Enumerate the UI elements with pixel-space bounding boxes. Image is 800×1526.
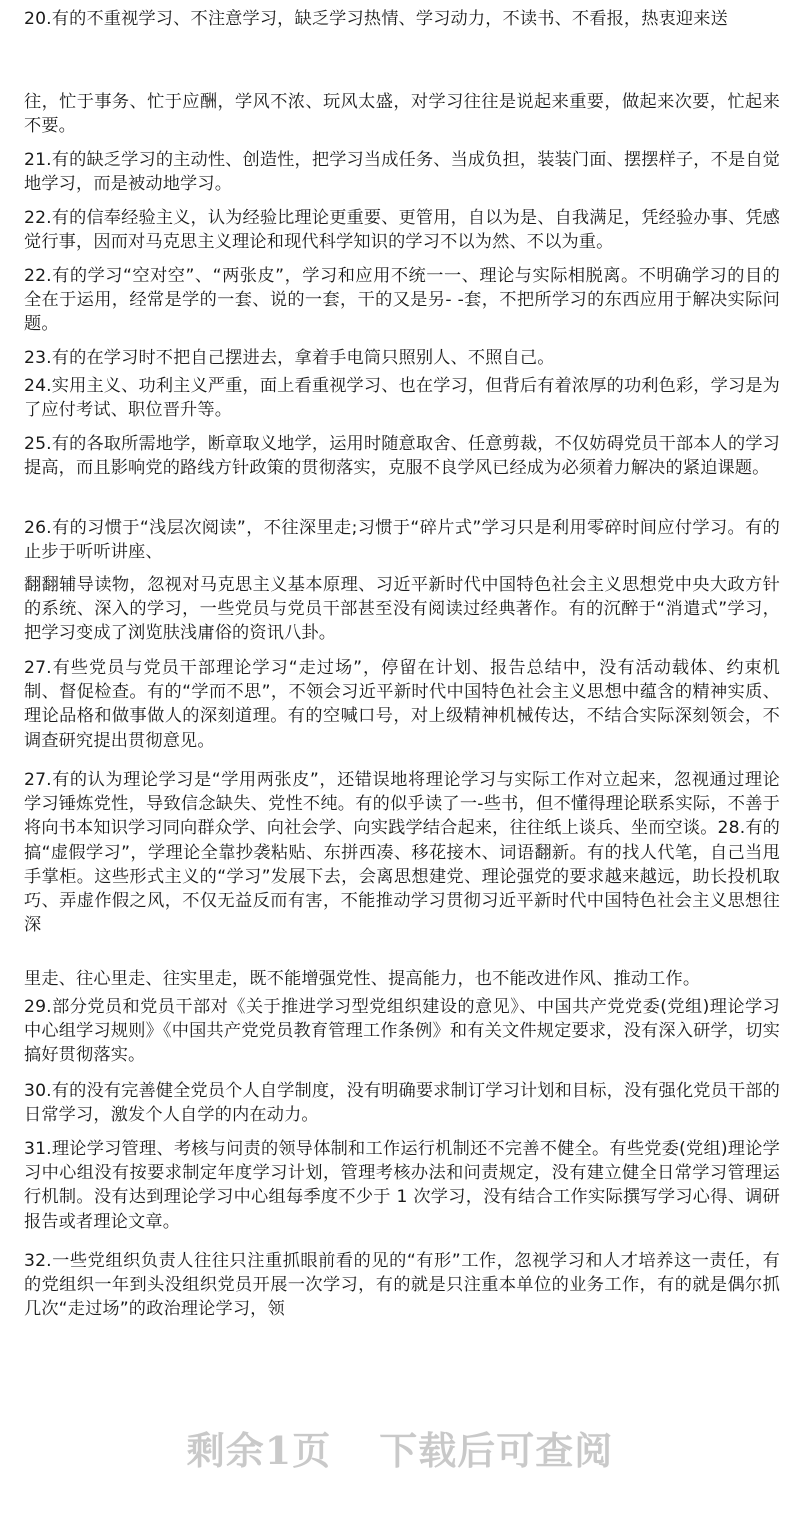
cut-off-line bbox=[24, 0, 780, 2]
paragraph-22a: 22.有的信奉经验主义，认为经验比理论更重要、更管用，自以为是、自我满足，凭经验办事、凭感觉行事，因而对马克思主义理论和现代科学知识的学习不以为然、不以为重。 bbox=[24, 208, 780, 253]
paragraph-25: 25.有的各取所需地学，断章取义地学，运用时随意取舍、任意剪裁，不仅妨碍党员干部本人的学习提高，而且影响党的路线方针政策的贯彻落实，克服不良学风已经成为必须着力解决的紧迫课题。 bbox=[24, 434, 780, 479]
paragraph-22b: 22.有的学习“空对空”、“两张皮”，学习和应用不统一一、理论与实际相脱离。不明确学习的目的全在于运用，经常是学的一套、说的一套，干的又是另- -套，不把所学习的东西应用于解决实际问题。 bbox=[24, 266, 780, 335]
paragraph-23: 23.有的在学习时不把自己摆进去，拿着手电筒只照别人、不照自己。 bbox=[24, 348, 555, 368]
download-footer[interactable] bbox=[0, 1420, 800, 1475]
paragraph-20-continued: 往，忙于事务、忙于应酬，学风不浓、玩风太盛，对学习往往是说起来重要，做起来次要，忙起来不要。 bbox=[24, 92, 780, 137]
paragraph-21: 21.有的缺乏学习的主动性、创造性，把学习当成任务、当成负担，装装门面、摆摆样子，不是自觉地学习，而是被动地学习。 bbox=[24, 150, 780, 195]
paragraph-27a: 27.有些党员与党员干部理论学习“走过场”，停留在计划、报告总结中，没有活动载体、约束机制、督促检查。有的“学而不思”，不领会习近平新时代中国特色社会主义思想中蕴含的精神实质、理论品格和做事做人的深刻道理。有的空喊口号，对上级精神机械传达，不结合实际深刻领会，不调查研究提出贯彻意见。 bbox=[24, 658, 780, 751]
remaining-pages-label: 剩余1页 bbox=[186, 1428, 332, 1473]
paragraph-26-start: 26.有的习惯于“浅层次阅读”，不往深里走;习惯于“碎片式”学习只是利用零碎时间应付学习。有的止步于听听讲座、 bbox=[24, 518, 780, 563]
paragraph-32: 32.一些党组织负责人往往只注重抓眼前看的见的“有形”工作，忽视学习和人才培养这一责任，有的党组织一年到头没组织党员开展一次学习，有的就是只注重本单位的业务工作，有的就是偶尔抓几次“走过场”的政治理论学习，领 bbox=[24, 1251, 780, 1320]
cut-off-text bbox=[24, 0, 780, 2]
paragraph-27b-28: 27.有的认为理论学习是“学用两张皮”，还错误地将理论学习与实际工作对立起来，忽视通过理论学习锤炼党性，导致信念缺失、党性不纯。有的似乎读了一-些书，但不懂得理论联系实际，不善于将向书本知识学习同向群众学、向社会学、向实践学结合起来，往往纸上谈兵、坐而空谈。28.有的搞“虚假学习”，学理论全靠抄袭粘贴、东拼西凑、移花接木、词语翻新。有的找人代笔，自己当甩手掌柜。这些形式主义的“学习”发展下去，会离思想建党、理论强党的要求越来越远，助长投机取巧、弄虚作假之风，不仅无益反而有害，不能推动学习贯彻习近平新时代中国特色社会主义思想往深 bbox=[24, 770, 780, 936]
paragraph-24: 24.实用主义、功利主义严重，面上看重视学习、也在学习，但背后有着浓厚的功利色彩，学习是为了应付考试、职位晋升等。 bbox=[24, 376, 780, 421]
paragraph-30: 30.有的没有完善健全党员个人自学制度，没有明确要求制订学习计划和目标，没有强化党员干部的日常学习，激发个人自学的内在动力。 bbox=[24, 1081, 780, 1126]
paragraph-26-continued: 翻翻辅导读物，忽视对马克思主义基本原理、习近平新时代中国特色社会主义思想党中央大政方针的系统、深入的学习，一些党员与党员干部甚至没有阅读过经典著作。有的沉醉于“消遣式”学习，把学习变成了浏览肤浅庸俗的资讯八卦。 bbox=[24, 575, 780, 644]
paragraph-20-start: 20.有的不重视学习、不注意学习，缺乏学习热情、学习动力，不读书、不看报，热衷迎来送 bbox=[24, 9, 728, 29]
paragraph-29: 29.部分党员和党员干部对《关于推进学习型党组织建设的意见》、中国共产党党委(党组)理论学习中心组学习规则》《中国共产党党员教育管理工作条例》和有关文件规定要求，没有深入研学，切实搞好贯彻落实。 bbox=[24, 997, 780, 1066]
paragraph-28-continued: 里走、往心里走、往实里走，既不能增强党性、提高能力，也不能改进作风、推动工作。 bbox=[24, 969, 701, 989]
paragraph-31: 31.理论学习管理、考核与问责的领导体制和工作运行机制还不完善不健全。有些党委(党组)理论学习中心组没有按要求制定年度学习计划，管理考核办法和问责规定，没有建立健全日常学习管理运行机制。没有达到理论学习中心组每季度不少于 1 次学习，没有结合工作实际撰写学习心得、调研报告或者理论文章。 bbox=[24, 1139, 780, 1232]
download-to-view-label[interactable]: 下载后可查阅 bbox=[379, 1428, 614, 1473]
